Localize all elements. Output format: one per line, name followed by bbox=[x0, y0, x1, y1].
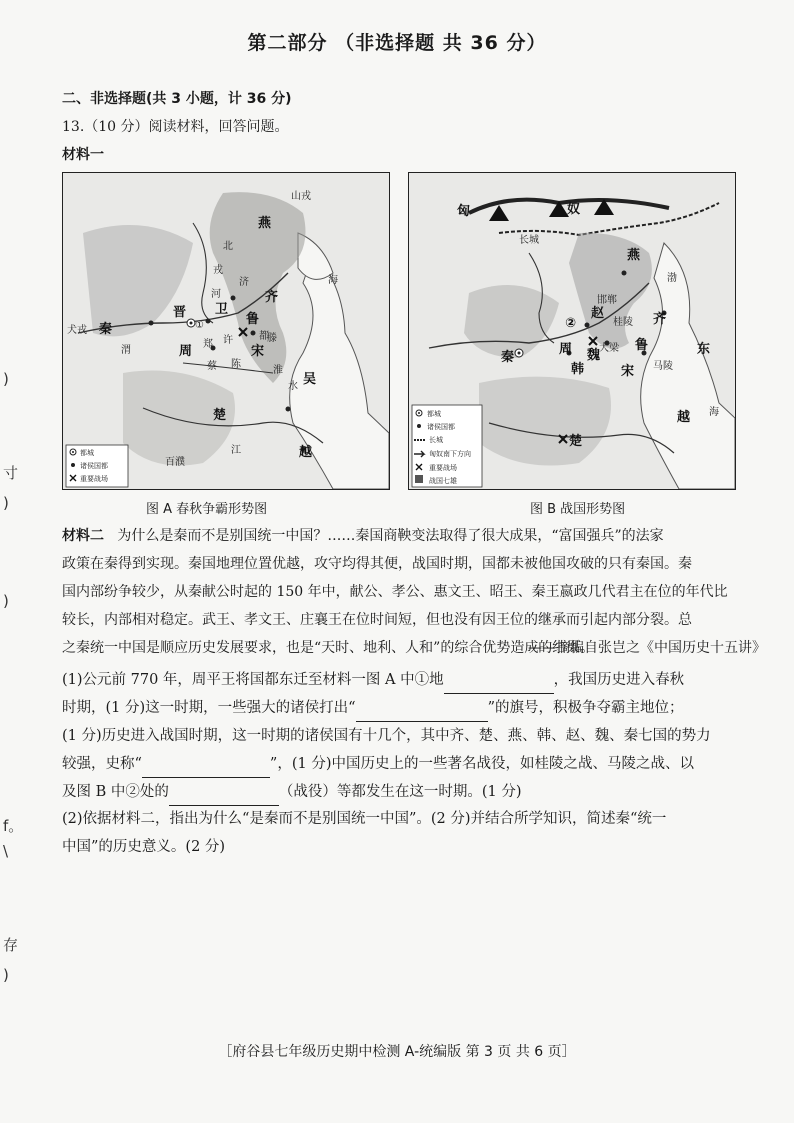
map-a-label: 济 bbox=[239, 277, 249, 288]
map-b-label: 越 bbox=[677, 410, 691, 425]
answer-blank-4[interactable] bbox=[169, 789, 279, 806]
map-b-label: 匈 bbox=[457, 204, 471, 219]
map-a-label: 晋 bbox=[173, 305, 187, 320]
map-a-label: 戎 bbox=[213, 265, 223, 276]
material2-line: 国内部纷争较少，从秦献公时起的 150 年中，献公、孝公、惠文王、昭王、秦王嬴政几代君主在位的年代比 bbox=[62, 584, 728, 600]
legend-item: 诸侯国都 bbox=[80, 462, 108, 470]
material2-line: 政策在秦得到实现。秦国地理位置优越，攻守均得其便，战国时期，国都未被他国攻破的只有秦国。秦 bbox=[62, 556, 692, 572]
map-a-caption: 图 A 春秋争霸形势图 bbox=[146, 502, 268, 517]
map-a-label: 燕 bbox=[258, 216, 272, 231]
map-b-label: 东 bbox=[697, 342, 711, 357]
map-b-label: 周 bbox=[559, 342, 573, 357]
material2-source: ——摘编自张岂之《中国历史十五讲》 bbox=[528, 640, 766, 656]
map-a-label: 山戎 bbox=[291, 191, 311, 202]
map-a-label: 楚 bbox=[213, 408, 227, 423]
map-b-label: 宋 bbox=[621, 364, 635, 379]
map-b-caption: 图 B 战国形势图 bbox=[530, 502, 626, 517]
map-b-label: 齐 bbox=[653, 312, 667, 327]
material2-label: 材料二 bbox=[62, 528, 104, 544]
question-2: (2)依据材料二，指出为什么“是秦而不是别国统一中国”。(2 分)并结合所学知识，简述秦“统一 中国”的历史意义。(2 分) bbox=[62, 811, 667, 855]
section-heading: 二、非选择题(共 3 小题，计 36 分) bbox=[62, 91, 292, 107]
margin-mark: f。 bbox=[3, 817, 24, 835]
map-a-label: 齐 bbox=[265, 290, 279, 305]
map-b-label: 楚 bbox=[569, 434, 583, 449]
map-b-label: 邯郸 bbox=[597, 295, 617, 306]
map-a-label: 渭 bbox=[121, 345, 131, 356]
answer-blank-3[interactable] bbox=[142, 761, 270, 778]
question-1: (1)公元前 770 年，周平王将国都东迁至材料一图 A 中①地 ，我国历史进入春秋 时期，(1 分)这一时期，一些强大的诸侯打出“ ”的旗号，积极争夺霸主地位； (1 分)历史进入战国时期，这一时期的诸侯国有十几个，其中齐、楚、燕、韩、赵、魏、秦七国的势力 较强，史称“ ”，(1 分)中国历史上的一些著名战役，如桂陵之战、马陵之战、以 及图 B 中②处的 （战役）等都发生在这一时期。(1 分) bbox=[62, 666, 774, 806]
map-a-label: 卫 bbox=[215, 302, 229, 317]
page-title: 第二部分 （非选择题 共 36 分） bbox=[247, 32, 547, 54]
map-a-label: 吴 bbox=[303, 372, 317, 387]
map-a-label: 都 bbox=[259, 331, 269, 342]
material1-label: 材料一 bbox=[62, 147, 104, 163]
legend-item: 都城 bbox=[427, 410, 441, 418]
map-b bbox=[408, 172, 736, 490]
page-footer: ［府谷县七年级历史期中检测 A-统编版 第 3 页 共 6 页］ bbox=[218, 1044, 576, 1060]
legend-item: 匈奴南下方向 bbox=[429, 450, 471, 458]
map-b-label: ② bbox=[565, 316, 577, 331]
map-a-label: ① bbox=[195, 320, 204, 331]
question-header: 13.（10 分）阅读材料，回答问题。 bbox=[62, 119, 289, 135]
map-a-svg bbox=[63, 173, 389, 489]
map-a-label: 郑 bbox=[203, 339, 213, 350]
margin-mark: 寸 bbox=[3, 464, 19, 482]
legend-item: 诸侯国都 bbox=[427, 423, 455, 431]
map-a-label: 犬戎 bbox=[67, 325, 87, 336]
margin-mark: 存 bbox=[3, 936, 19, 954]
material2-line: 材料二 为什么是秦而不是别国统一中国？……秦国商鞅变法取得了很大成果，“富国强兵”的法家 bbox=[62, 528, 664, 544]
map-b-label: 秦 bbox=[501, 350, 515, 365]
map-a-label: 江 bbox=[231, 445, 241, 456]
margin-mark: ) bbox=[3, 370, 9, 388]
map-a-label: 越 bbox=[299, 445, 313, 460]
map-b-label: 鲁 bbox=[635, 338, 649, 353]
map-a-label: 海 bbox=[328, 275, 338, 286]
material2-line: 较长，内部相对稳定。武王、孝文王、庄襄王在位时间短，但也没有因王位的继承而引起内部分裂。总 bbox=[62, 612, 692, 628]
map-a-label: 陈 bbox=[231, 359, 241, 370]
map-b-label: 长城 bbox=[519, 235, 539, 246]
map-b-label: 海 bbox=[709, 407, 719, 418]
map-b-label: 赵 bbox=[591, 306, 605, 321]
map-a-label: 许 bbox=[223, 335, 233, 346]
map-a-label: 宋 bbox=[251, 344, 265, 359]
legend-item: 长城 bbox=[429, 436, 443, 444]
map-b-label: 桂陵 bbox=[613, 317, 633, 328]
map-a-label: 百濮 bbox=[165, 457, 185, 468]
legend-item: 战国七雄 bbox=[429, 477, 457, 485]
map-b-label: 马陵 bbox=[653, 361, 673, 372]
map-a-label: 水 bbox=[288, 381, 298, 392]
answer-blank-2[interactable] bbox=[356, 705, 488, 722]
legend-item: 重要战场 bbox=[429, 464, 457, 472]
map-b-label: 燕 bbox=[627, 248, 641, 263]
map-a-label: 周 bbox=[179, 344, 193, 359]
map-b-svg bbox=[409, 173, 735, 489]
legend-item: 重要战场 bbox=[80, 475, 108, 483]
map-a-label: 滕 bbox=[267, 333, 277, 344]
legend-item: 都城 bbox=[80, 449, 94, 457]
margin-mark: ) bbox=[3, 494, 9, 512]
map-b-label: 魏 bbox=[587, 348, 601, 363]
map-a-label: 秦 bbox=[99, 322, 113, 337]
margin-mark: \ bbox=[3, 842, 9, 860]
map-b-label: 大梁 bbox=[599, 343, 619, 354]
answer-blank-1[interactable] bbox=[444, 677, 554, 694]
map-a-label: 淮 bbox=[273, 365, 283, 376]
map-a-label: 河 bbox=[211, 289, 221, 300]
material2-line: 之秦统一中国是顺应历史发展要求，也是“天时、地利、人和”的综合优势造成的结果。 bbox=[62, 640, 595, 656]
map-a-label: 鲁 bbox=[246, 312, 260, 327]
map-b-label: 奴 bbox=[567, 202, 581, 217]
map-a-label: 北 bbox=[223, 241, 233, 252]
map-a bbox=[62, 172, 390, 490]
map-a-label: 蔡 bbox=[207, 361, 217, 372]
map-b-label: 渤 bbox=[667, 273, 677, 284]
map-b-label: 韩 bbox=[571, 362, 585, 377]
margin-mark: ) bbox=[3, 966, 9, 984]
margin-mark: ) bbox=[3, 592, 9, 610]
